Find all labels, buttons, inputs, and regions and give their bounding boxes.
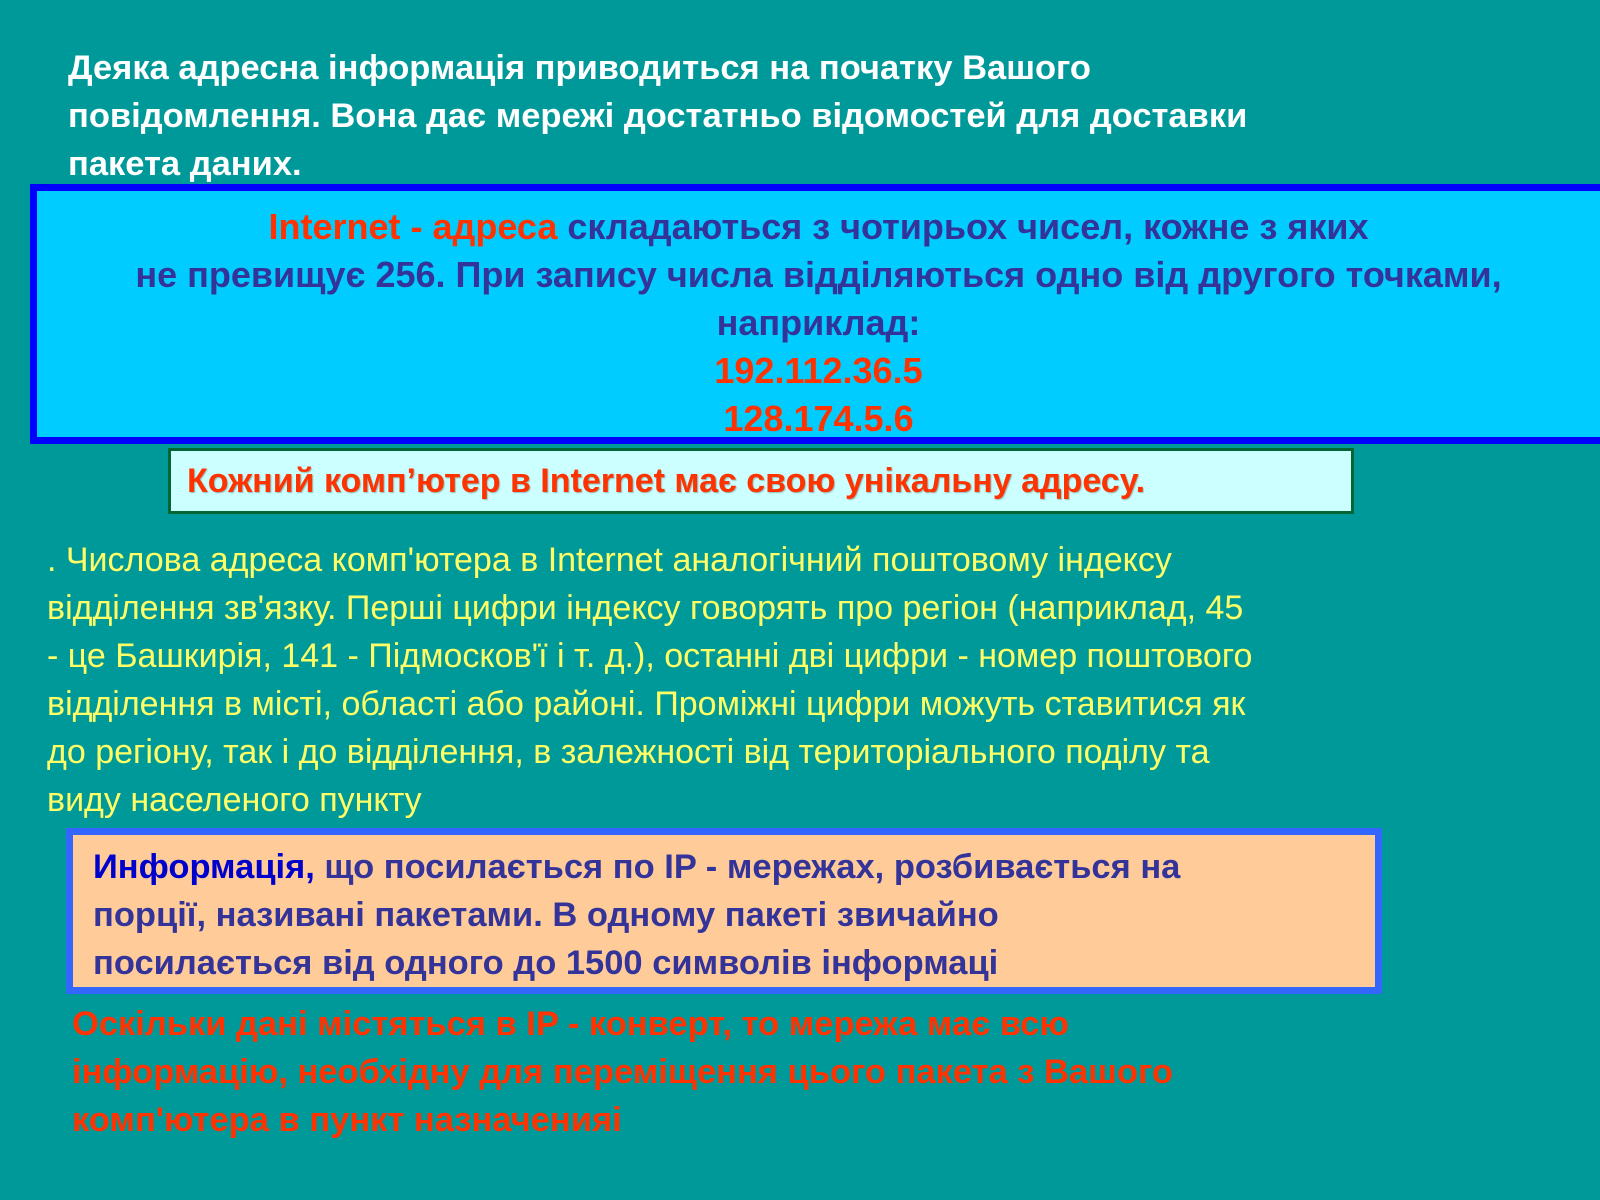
analogy-line: виду населеного пункту: [47, 781, 422, 819]
envelope-line: комп'ютера в пункт назначенияі: [72, 1101, 622, 1139]
ip-example: 192.112.36.5: [714, 350, 923, 391]
intro-paragraph: [68, 44, 1548, 188]
analogy-line: до регіону, так і до відділення, в залежності від територіального поділу та: [47, 733, 1210, 771]
address-line-2: не превищує 256. При запису числа відділяються одно від другого точками,: [135, 254, 1502, 295]
internet-address-box: [30, 184, 1600, 444]
address-line-1-rest: складаються з чотирьох чисел, кожне з яких: [557, 206, 1369, 247]
envelope-line: інформацію, необхідну для переміщення цього пакета з Вашого: [72, 1053, 1173, 1091]
packet-line-2: порції, називані пакетами. В одному пакеті звичайно: [93, 896, 999, 934]
envelope-line: Оскільки дані містяться в IP - конверт, то мережа має всю: [72, 1005, 1069, 1043]
analogy-paragraph: [47, 536, 1527, 824]
analogy-line: . Числова адреса комп'ютера в Internet аналогічний поштовому індексу: [47, 541, 1172, 579]
ip-example: 128.174.5.6: [723, 398, 914, 439]
intro-line: повідомлення. Вона дає мережі достатньо відомостей для доставки: [68, 97, 1248, 135]
unique-address-note: Кожний комп’ютер в Internet має свою унікальну адресу.: [168, 448, 1354, 514]
packet-keyword: Информація,: [93, 848, 315, 886]
address-line-3: наприклад:: [716, 302, 921, 343]
analogy-line: - це Башкирія, 141 - Підмосков'ї і т. д.), останні дві цифри - номер поштового: [47, 637, 1253, 675]
packet-line-1: [93, 843, 1361, 891]
packet-line-1-rest: що посилається по IP - мережах, розбивається на: [314, 848, 1181, 886]
address-line-1: [37, 203, 1600, 251]
packet-info-box: [66, 828, 1382, 994]
address-highlight: Internet - адреса: [268, 206, 558, 247]
analogy-line: відділення в місті, області або районі. Проміжні цифри можуть ставитися як: [47, 685, 1246, 723]
ip-envelope-paragraph: [72, 1000, 1532, 1144]
intro-line: Деяка адресна інформація приводиться на початку Вашого: [68, 49, 1092, 87]
analogy-line: відділення зв'язку. Перші цифри індексу говорять про регіон (наприклад, 45: [47, 589, 1244, 627]
intro-line: пакета даних.: [68, 145, 302, 183]
packet-line-3: посилається від одного до 1500 символів інформаці: [93, 944, 999, 982]
